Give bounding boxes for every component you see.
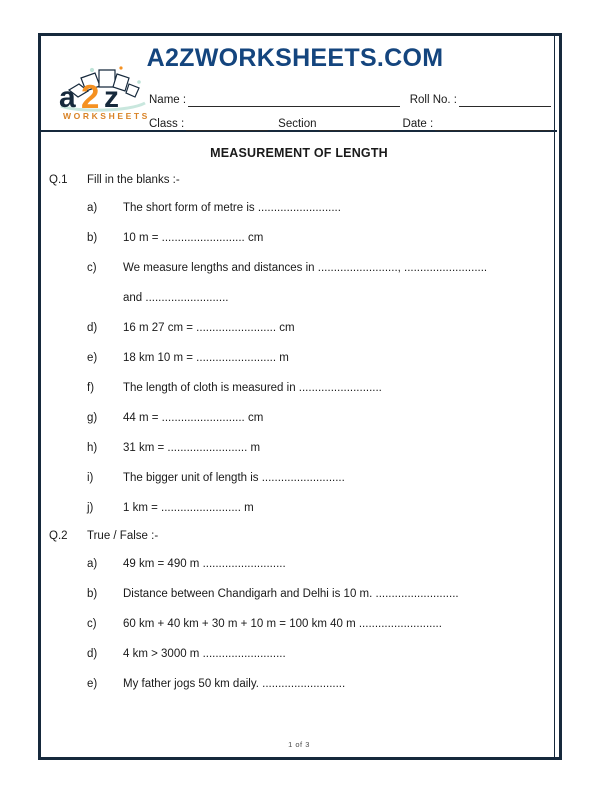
logo-graphic [55,60,151,122]
date-label: Date : [402,118,434,130]
item-text-line: 60 km + 40 km + 30 m + 10 m = 100 km 40 m .......................... [123,618,442,630]
item-text[interactable] [123,440,557,456]
item-text-line: 44 m = .......................... cm [123,412,264,424]
item-text[interactable] [123,200,557,216]
question-heading [41,530,557,542]
item-text[interactable] [123,500,557,516]
item-letter: h) [87,442,98,454]
name-label: Name : [149,94,187,106]
item-letter: f) [87,382,95,394]
item-letter: i) [87,472,94,484]
item-text[interactable] [123,260,557,306]
a2z-worksheets-logo [55,60,151,122]
item-text[interactable] [123,616,557,632]
class-section-date-row [149,107,551,131]
question-item [41,380,557,396]
question-item [41,260,557,306]
item-text[interactable] [123,410,557,426]
item-text[interactable] [123,350,557,366]
roll-no-input-line[interactable] [459,93,551,107]
question-item [41,440,557,456]
item-letter: g) [87,412,98,424]
question-item [41,556,557,572]
item-letter: d) [87,322,98,334]
item-text-line-2: and .......................... [123,292,229,304]
page-indicator: 1 of 3 [288,740,310,749]
question-prompt: True / False :- [87,530,159,542]
item-text-line: 1 km = ......................... m [123,502,254,514]
item-text[interactable] [123,380,557,396]
item-text-line: 18 km 10 m = ......................... m [123,352,289,364]
question-item [41,500,557,516]
item-text[interactable] [123,320,557,336]
item-text[interactable] [123,556,557,572]
site-title: A2ZWORKSHEETS.COM [146,44,444,72]
class-input-line[interactable] [186,117,268,131]
worksheet-header [41,36,557,132]
question-item [41,350,557,366]
worksheet-title: MEASUREMENT OF LENGTH [210,146,388,160]
question-block [41,530,557,692]
item-letter: b) [87,588,98,600]
question-item [41,676,557,692]
item-text[interactable] [123,586,557,602]
question-number: Q.2 [49,530,68,542]
item-text-line: The short form of metre is .......................... [123,202,341,214]
svg-text:a: a [59,81,76,114]
question-prompt: Fill in the blanks :- [87,174,180,186]
section-input-line[interactable] [319,117,393,131]
item-letter: e) [87,352,98,364]
item-letter: c) [87,262,97,274]
svg-text:z: z [104,81,119,114]
question-number: Q.1 [49,174,68,186]
item-text-line: 16 m 27 cm = ......................... cm [123,322,295,334]
page-content [41,36,557,757]
class-label: Class : [149,118,185,130]
questions-container [41,174,557,692]
item-letter: a) [87,202,98,214]
item-text-line: The bigger unit of length is .......................... [123,472,345,484]
item-text-line: The length of cloth is measured in .......................... [123,382,382,394]
question-item [41,646,557,662]
roll-no-label: Roll No. : [409,94,457,106]
section-label: Section [278,118,317,130]
item-letter: b) [87,232,98,244]
question-item [41,586,557,602]
item-text-line: 10 m = .......................... cm [123,232,264,244]
question-item [41,320,557,336]
item-text-line: My father jogs 50 km daily. .......................... [123,678,346,690]
item-letter: c) [87,618,97,630]
item-text-line: We measure lengths and distances in ........................., .......................... [123,262,488,274]
question-item [41,230,557,246]
name-roll-row [149,83,551,107]
student-info-fields [149,83,551,131]
item-text[interactable] [123,676,557,692]
item-letter: d) [87,648,98,660]
item-text[interactable] [123,230,557,246]
item-text-line: 49 km = 490 m .......................... [123,558,286,570]
question-item [41,470,557,486]
svg-text:WORKSHEETS: WORKSHEETS [63,111,150,121]
item-letter: e) [87,678,98,690]
item-letter: a) [87,558,98,570]
item-letter: j) [87,502,94,514]
question-item [41,410,557,426]
item-text-line: 31 km = ......................... m [123,442,261,454]
question-item [41,200,557,216]
date-input-line[interactable] [435,117,551,131]
name-input-line[interactable] [188,93,400,107]
question-block [41,174,557,516]
item-text-line: Distance between Chandigarh and Delhi is 10 m. .......................... [123,588,459,600]
item-text[interactable] [123,646,557,662]
item-text[interactable] [123,470,557,486]
question-heading [41,174,557,186]
question-item [41,616,557,632]
svg-text:2: 2 [81,78,100,115]
item-text-line: 4 km > 3000 m .......................... [123,648,286,660]
